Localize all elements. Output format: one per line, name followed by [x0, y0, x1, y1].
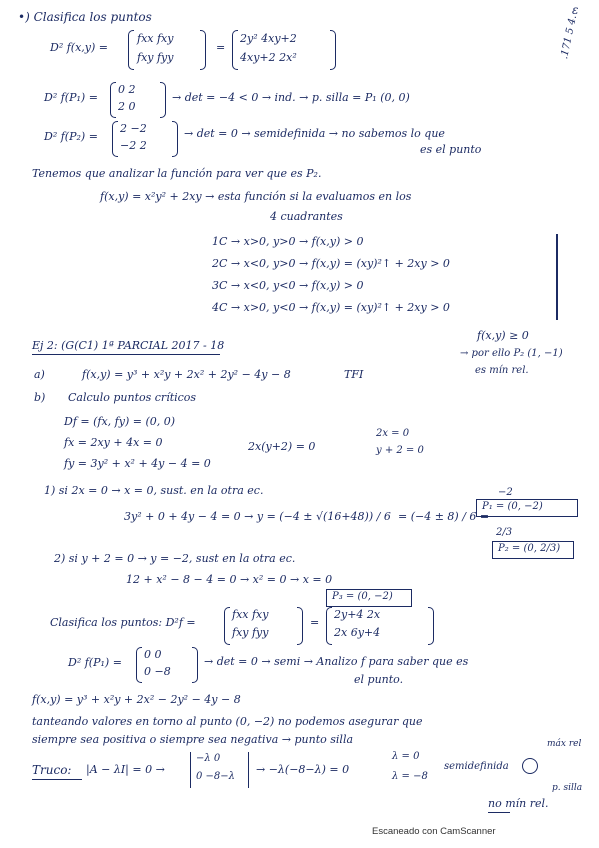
- semidefinida-note: semidefinida: [444, 761, 509, 772]
- part-b-label: b): [34, 391, 46, 404]
- function-restated: f(x,y) = y³ + x²y + 2x² − 2y² − 4y − 8: [32, 693, 241, 706]
- eigen-equation: |A − λI| = 0 →: [86, 763, 165, 776]
- matrix-row: fxx fxy: [232, 608, 269, 621]
- det-bar-left: [190, 752, 191, 788]
- bracket-right: [200, 30, 206, 70]
- matrix-row: fxy fyy: [137, 51, 174, 64]
- critical-points-title: Calculo puntos críticos: [68, 391, 197, 404]
- corner-note: ε: [572, 3, 579, 17]
- conclusion-1: f(x,y) ≥ 0: [477, 329, 529, 342]
- given-function: f(x,y) = y³ + x²y + 2x² + 2y² − 4y − 8: [82, 368, 291, 381]
- case-2-solve: 12 + x² − 8 − 4 = 0 → x² = 0 → x = 0: [126, 573, 333, 586]
- matrix-row: fxy fyy: [232, 626, 269, 639]
- quadrant-4: 4C → x>0, y<0 → f(x,y) = (xy)²↑ + 2xy > 0: [212, 301, 450, 314]
- matrix-row: −2 2: [120, 139, 147, 152]
- classify-heading: Clasifica los puntos: D²f =: [50, 616, 196, 629]
- bracket-right: [297, 607, 303, 645]
- tanteo-line-2: siempre sea positiva o siempre sea negativa → punto silla: [32, 733, 354, 746]
- bracket-left: [110, 82, 116, 118]
- p2-result: → det = 0 → semidefinida → no sabemos lo que: [184, 127, 445, 140]
- bracket-right: [330, 30, 336, 70]
- bracket-right: [192, 647, 198, 683]
- gradient-line: Df = (fx, fy) = (0, 0): [64, 415, 176, 428]
- point-p3: P₃ = (0, −2): [332, 591, 393, 602]
- part-a-label: a): [34, 368, 45, 381]
- trick-label: Truco:: [32, 763, 72, 777]
- case-1-solve: 3y² + 0 + 4y − 4 = 0 → y = (−4 ± √(16+48)) / 6: [124, 510, 391, 523]
- hessian-p2-label: D² f(P₂) =: [44, 130, 98, 143]
- bracket-right: [160, 82, 166, 118]
- factored-equation: 2x(y+2) = 0: [248, 440, 316, 453]
- function-line: f(x,y) = x²y² + 2xy → esta función si la evaluamos en los: [100, 190, 412, 203]
- case-1: 1) si 2x = 0 → x = 0, sust. en la otra ec.: [44, 484, 264, 497]
- matrix-row: 2y+4 2x: [334, 608, 381, 621]
- fy-equation: fy = 3y² + x² + 4y − 4 = 0: [64, 457, 211, 470]
- bracket-left: [326, 607, 332, 645]
- equals-sign: =: [216, 41, 226, 54]
- root-1: −2: [498, 487, 513, 498]
- bracket-left: [112, 121, 118, 157]
- matrix-row: 2 0: [118, 100, 136, 113]
- brace-line: [556, 234, 558, 320]
- conclusion-2: → por ello P₂ (1, −1): [460, 348, 563, 359]
- margin-note: .171 5 4.: [559, 14, 580, 61]
- point-p1: P₁ = (0, −2): [482, 501, 543, 512]
- lambda-2: λ = −8: [392, 771, 428, 782]
- heading-clasifica: •) Clasifica los puntos: [18, 10, 152, 24]
- equals-sign: =: [310, 616, 320, 629]
- quadrant-3: 3C → x<0, y<0 → f(x,y) > 0: [212, 279, 364, 292]
- no-underline: [488, 812, 510, 813]
- hessian-p1-label: D² f(P₁) =: [44, 91, 98, 104]
- case-1-solve-cont: = (−4 ± 8) / 6 =: [398, 510, 490, 523]
- bracket-right: [428, 607, 434, 645]
- quadrant-2: 2C → x<0, y>0 → f(x,y) = (xy)²↑ + 2xy > 0: [212, 257, 450, 270]
- p1-result-2: → det = 0 → semi → Analizo f para saber que es: [204, 655, 469, 668]
- matrix-row: 0 2: [118, 83, 136, 96]
- hessian-p1-label-2: D² f(P₁) =: [68, 656, 122, 669]
- max-rel-note: máx rel: [547, 739, 582, 749]
- root-2: 2/3: [496, 527, 513, 538]
- conclusion-3: es mín rel.: [475, 365, 529, 376]
- trick-underline: [32, 779, 82, 780]
- bracket-right: [172, 121, 178, 157]
- analysis-intro: Tenemos que analizar la función para ver que es P₂.: [32, 167, 322, 180]
- scanner-watermark: Escaneado con CamScanner: [372, 826, 496, 837]
- case-y2: y + 2 = 0: [376, 445, 424, 456]
- quadrant-1: 1C → x>0, y>0 → f(x,y) > 0: [212, 235, 364, 248]
- det-bar-right: [248, 752, 249, 788]
- case-2x: 2x = 0: [376, 428, 410, 439]
- point-p2: P₂ = (0, 2/3): [498, 543, 561, 554]
- lambda-1: λ = 0: [392, 751, 420, 762]
- matrix-row: 2y² 4xy+2: [240, 32, 297, 45]
- no-min-rel: no mín rel.: [488, 797, 549, 810]
- matrix-row: fxx fxy: [137, 32, 174, 45]
- bracket-left: [128, 30, 134, 70]
- matrix-row: 0 −8: [144, 665, 171, 678]
- matrix-row: 0 −8−λ: [196, 771, 235, 782]
- bracket-left: [136, 647, 142, 683]
- bracket-left: [232, 30, 238, 70]
- characteristic-eq: → −λ(−8−λ) = 0: [256, 763, 350, 776]
- bracket-left: [224, 607, 230, 645]
- matrix-row: 2x 6y+4: [334, 626, 381, 639]
- matrix-row: −λ 0: [196, 753, 221, 764]
- p1-result: → det = −4 < 0 → ind. → p. silla = P₁ (0, 0): [172, 91, 410, 104]
- saddle-note: p. silla: [552, 783, 583, 793]
- tfi-note: TFI: [344, 368, 364, 381]
- p2-result-cont: es el punto: [420, 143, 482, 156]
- hessian-label: D² f(x,y) =: [50, 41, 109, 54]
- matrix-row: 0 0: [144, 648, 162, 661]
- function-line-cont: 4 cuadrantes: [270, 210, 343, 223]
- case-2: 2) si y + 2 = 0 → y = −2, sust en la otra ec.: [54, 552, 296, 565]
- tanteo-line-1: tanteando valores en torno al punto (0, −2) no podemos asegurar que: [32, 715, 423, 728]
- p1-result-2-cont: el punto.: [354, 673, 404, 686]
- heading-underline: [32, 354, 220, 355]
- matrix-row: 4xy+2 2x²: [240, 51, 297, 64]
- exercise-heading: Ej 2: (G(C1) 1ª PARCIAL 2017 - 18: [32, 339, 225, 352]
- matrix-row: 2 −2: [120, 122, 147, 135]
- circled-sign: [522, 758, 538, 774]
- fx-equation: fx = 2xy + 4x = 0: [64, 436, 163, 449]
